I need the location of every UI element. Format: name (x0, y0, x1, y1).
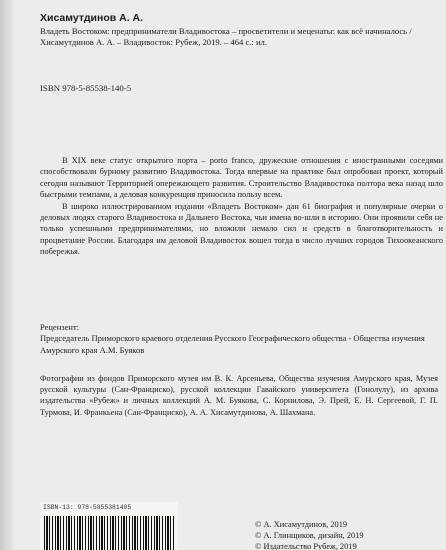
isbn-number: ISBN 978-5-85538-140-5 (40, 83, 132, 93)
copyright-line: © А. Глинщиков, дизайн, 2019 (255, 531, 364, 540)
barcode (40, 502, 178, 550)
copyright-line: © Издательство Рубеж, 2019 (255, 542, 357, 550)
annotation-paragraph: В XIX веке статус открытого порта – porto franco, дружеские отношения с иностранными соседями способствовали бурному развитию Владивостока. Тогда впервые на практике был опробован проект, который сегодня называют Территорией опережающего развития. Строительство Владивостока полтора века назад шло быстрыми темпами, а деловая конкуренция приносила пользу всем. (40, 156, 443, 200)
bibliographic-record: Владеть Востоком: предприниматели Владивостока – просветители и меценаты: как всё начиналось / Хисамутдинов А. А. – Владивосток: Рубеж, 2019. – 464 с.: ил. (40, 26, 412, 48)
author-name: Хисамутдинов А. А. (40, 12, 144, 24)
reviewer-block (40, 322, 438, 356)
annotation-paragraph: В широко иллюстрированном издании «Владеть Востоком» дан 61 биография и популярные очерки о деловых людях старого Владивостока и Дальнего Востока, чьи имена во-шли в историю. Они проявили себя не только успешными предпринимателями, но вложили немало сил и средств в благотворительность и процветание России. Благодаря им деловой Владивосток вошел тогда в число лучших городов Тихоокеанского побережья. (40, 201, 443, 257)
reviewer-text: Председатель Приморского краевого отделения Русского Географического общества - Общества изучения Амурского края А.М. Буяков (40, 333, 425, 355)
copyright-block (255, 519, 364, 550)
reviewer-label: Рецензент: (40, 322, 80, 332)
annotation (40, 155, 443, 258)
barcode-label: ISBN-13: 978-5855381405 (43, 504, 132, 511)
photo-credits: Фотографии из фондов Приморского музея им В. К. Арсеньева, Общества изучения Амурского края, Музея русской культуры (Сан-Франциско), русской коллекции Гавайского университета (Гонолулу), из архива издательства «Рубеж» и личных коллекций А. М. Буякова, С. Корнилова, Э. Прей, Е. Н. Сергеевой, Г. П. Турмова, И. Франкьена (Сан-Франциско), А. А. Хисамутдинова, А. Шахмана. (40, 374, 438, 417)
barcode-bars (44, 516, 174, 550)
page-spine-shadow (0, 0, 14, 550)
copyright-line: © А. Хисамутдинов, 2019 (255, 520, 348, 529)
